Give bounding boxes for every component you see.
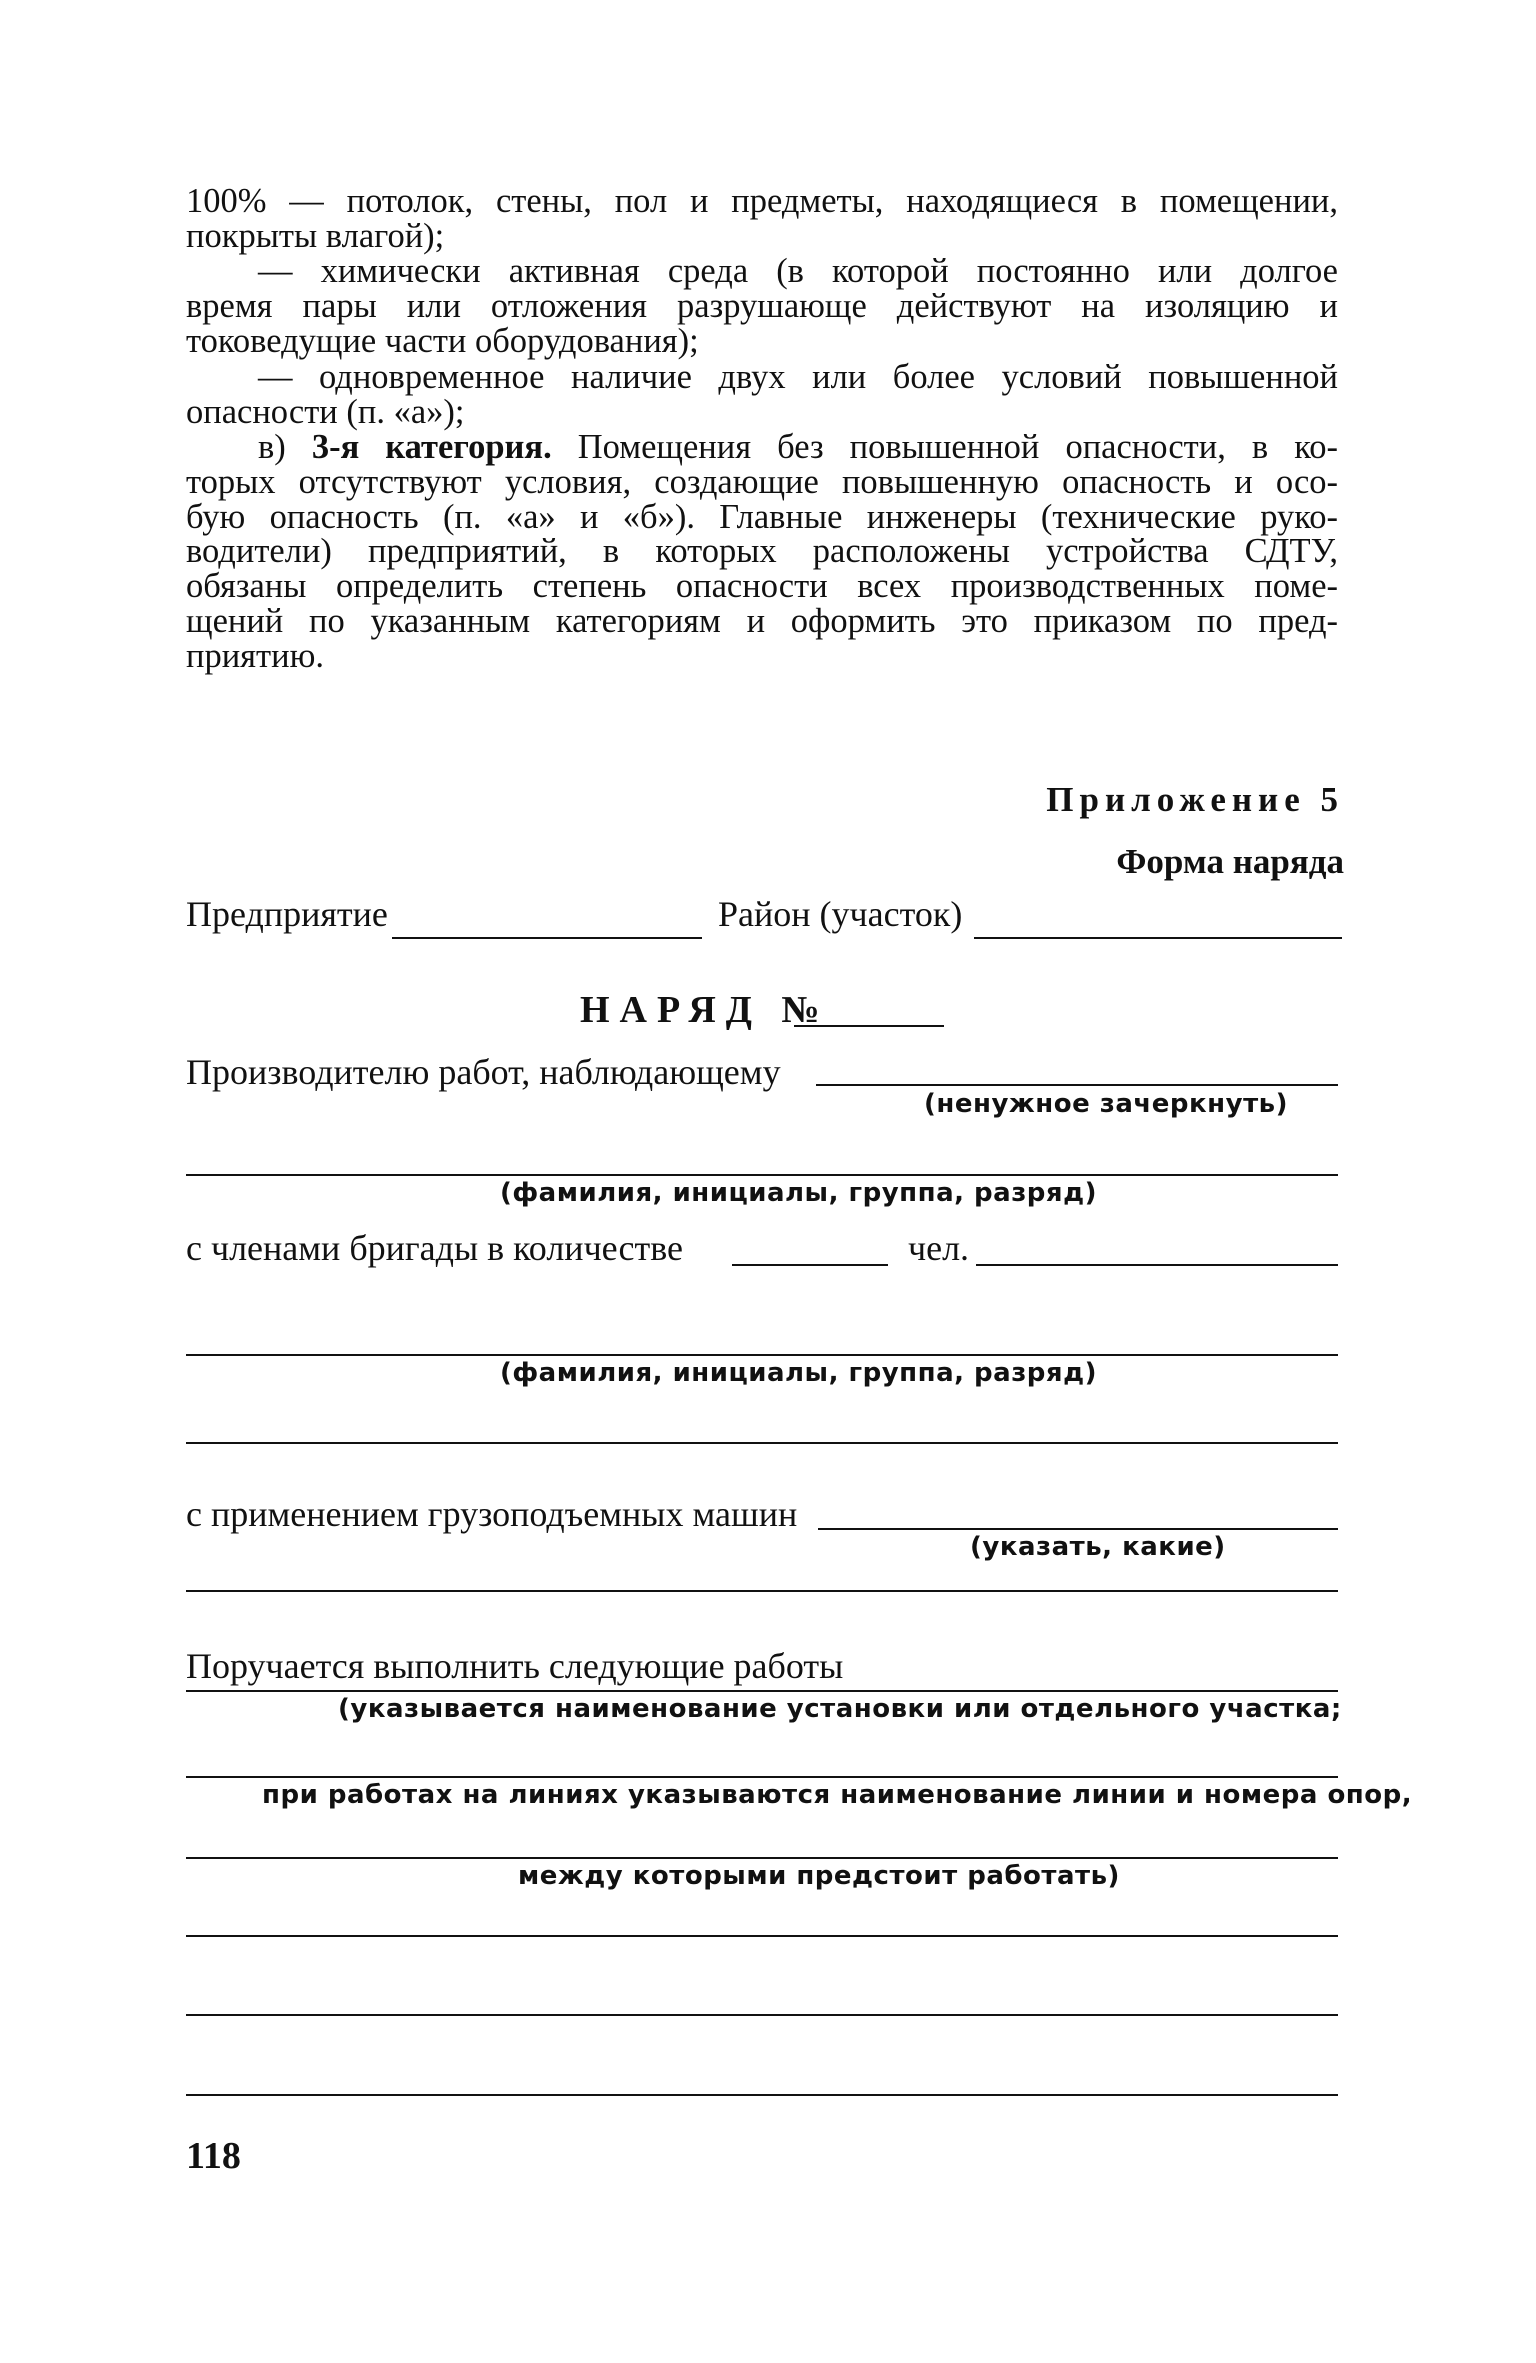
text-line: щений по указанным категориям и оформить это приказом по пред- — [186, 601, 1338, 640]
text-line — [186, 430, 1338, 465]
works-label: Поручается выполнить следующие работы — [186, 1646, 844, 1686]
works-line-4 — [186, 1935, 1338, 1937]
producer-field-line — [816, 1084, 1338, 1086]
enterprise-label: Предприятие — [186, 894, 388, 934]
text-line: торых отсутствуют условия, создающие повышенную опасность и осо- — [186, 462, 1338, 501]
list-marker: в) — [258, 428, 312, 466]
name-line-3 — [186, 1442, 1338, 1444]
members-label: с членами бригады в количестве — [186, 1228, 684, 1268]
order-number-line — [794, 1025, 944, 1027]
text-line: время пары или отложения разрушающе действуют на изоляцию и — [186, 286, 1338, 325]
works-line-3 — [186, 1857, 1338, 1859]
paragraph-category-3 — [186, 430, 1338, 674]
text-line: бую опасность (п. «а» и «б»). Главные инженеры (технические руко- — [186, 497, 1338, 536]
members-count-line — [732, 1264, 888, 1266]
form-name: Форма наряда — [1116, 842, 1344, 881]
appendix-label: Приложение 5 — [1046, 780, 1344, 819]
text-line: — одновременное наличие двух или более условий повышенной — [258, 358, 1338, 396]
enterprise-field-line — [392, 937, 702, 939]
members-field-line — [976, 1264, 1338, 1266]
works-line-6 — [186, 2094, 1338, 2096]
district-label: Район (участок) — [718, 894, 963, 934]
producer-label: Производителю работ, наблюдающему — [186, 1052, 781, 1092]
text-fragment: Помещения без повышенной опасности, в ко- — [551, 428, 1338, 466]
text-line: обязаны определить степень опасности всех производственных поме- — [186, 567, 1338, 606]
producer-caption: (ненужное зачеркнуть) — [924, 1089, 1288, 1119]
machines-label: с применением грузоподъемных машин — [186, 1494, 798, 1534]
district-field-line — [974, 937, 1342, 939]
works-line-2 — [186, 1776, 1338, 1778]
works-field-line — [186, 1690, 1338, 1692]
name-line-2 — [186, 1354, 1338, 1356]
text-line: — химически активная среда (в которой постоянно или долгое — [258, 252, 1338, 290]
works-caption-3: между которыми предстоит работать) — [518, 1861, 1120, 1891]
machines-caption: (указать, какие) — [970, 1532, 1226, 1562]
paragraph-humidity — [186, 184, 1338, 254]
category-3-heading: 3-я категория. — [311, 428, 552, 466]
text-line: опасности (п. «а»); — [186, 392, 465, 431]
paragraph-combined-conditions — [186, 360, 1338, 430]
works-caption-2: при работах на линиях указываются наименование линии и номера опор, — [262, 1780, 1413, 1810]
name-caption-1: (фамилия, инициалы, группа, разряд) — [500, 1178, 1097, 1208]
page-number: 118 — [186, 2135, 241, 2177]
text-line: 100% — потолок, стены, пол и предметы, находящиеся в помещении, — [186, 182, 1338, 220]
machines-field-line — [818, 1528, 1338, 1530]
text-line: водители) предприятий, в которых расположены устройства СДТУ, — [186, 532, 1338, 571]
name-caption-2: (фамилия, инициалы, группа, разряд) — [500, 1358, 1097, 1388]
text-line: токоведущие части оборудования); — [186, 321, 699, 360]
persons-label: чел. — [908, 1228, 970, 1268]
text-line: покрыты влагой); — [186, 216, 445, 255]
order-title: НАРЯД № — [580, 989, 830, 1031]
text-line: приятию. — [186, 636, 324, 675]
machines-line-2 — [186, 1590, 1338, 1592]
name-line-1 — [186, 1174, 1338, 1176]
paragraph-chemical-environment — [186, 254, 1338, 358]
works-caption-1: (указывается наименование установки или отдельного участка; — [338, 1694, 1342, 1724]
works-line-5 — [186, 2014, 1338, 2016]
